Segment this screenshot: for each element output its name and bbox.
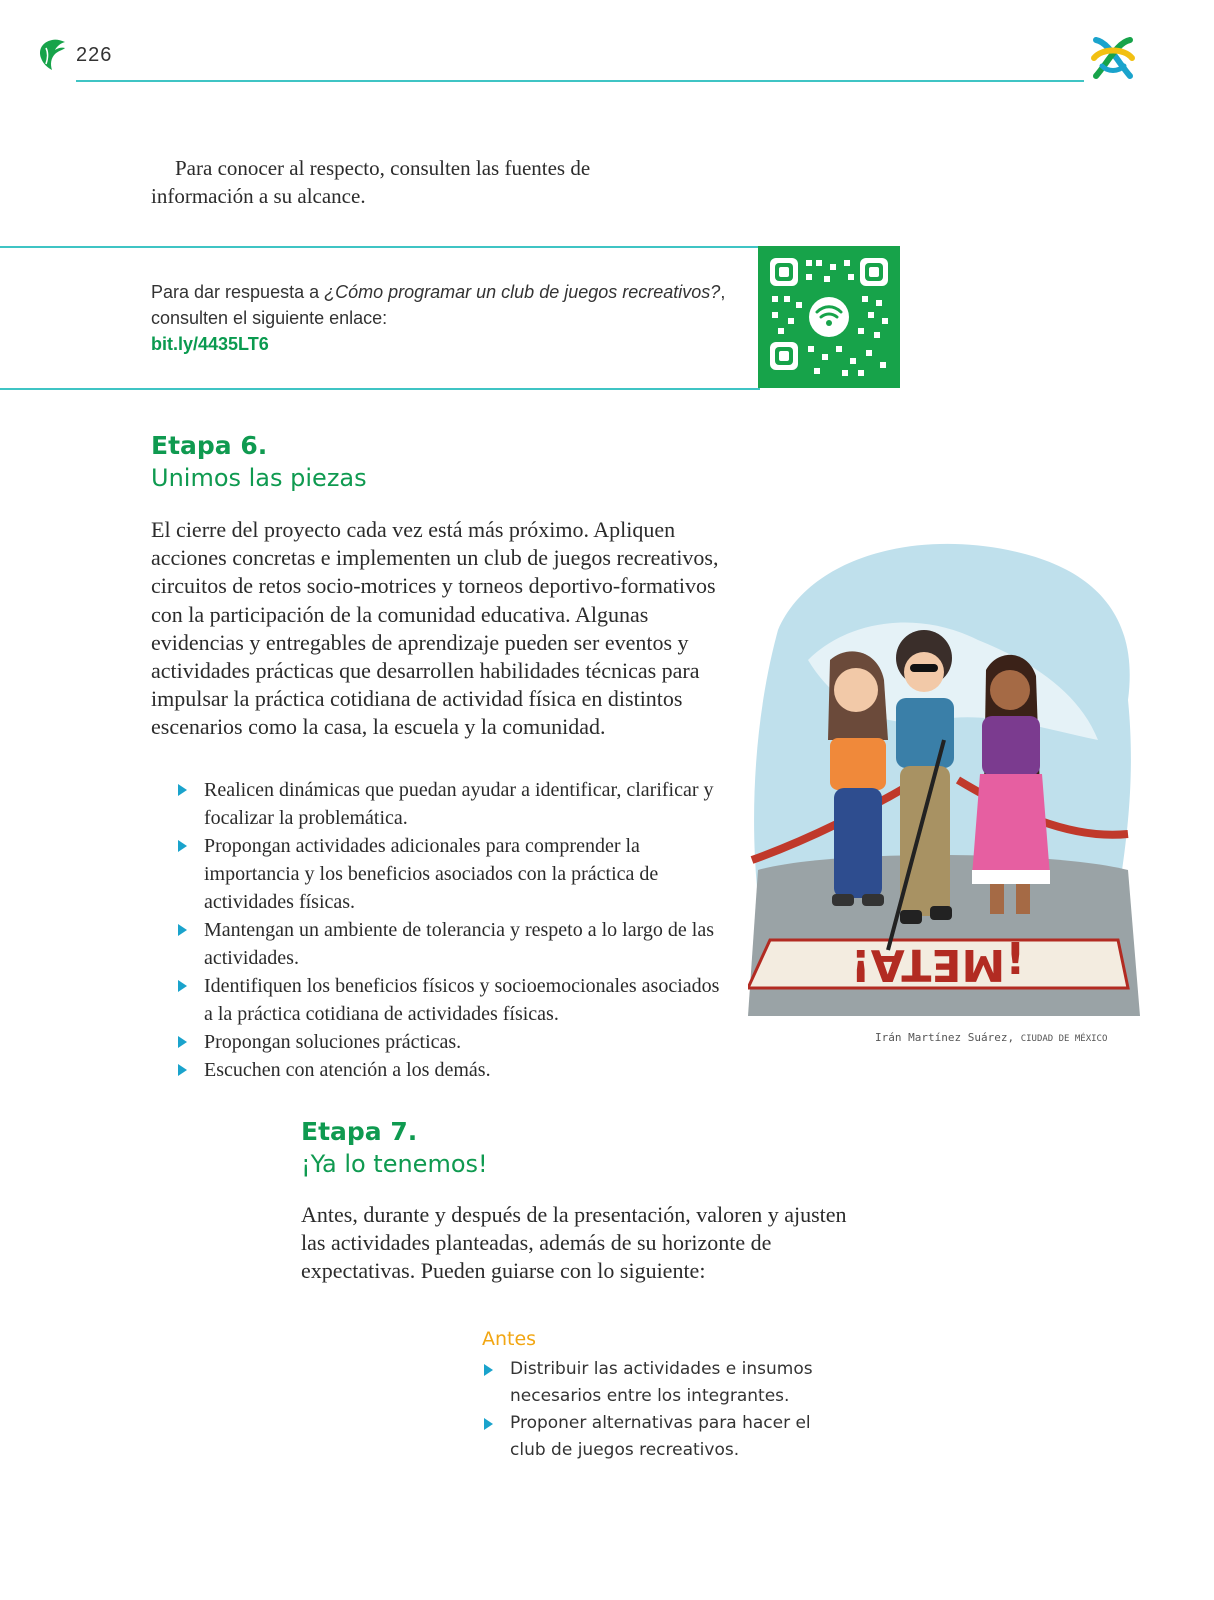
intro-paragraph: [151, 154, 671, 210]
leaf-logo-icon: [36, 38, 68, 72]
qr-code-icon: [758, 246, 900, 388]
stage6-title: Etapa 6.: [151, 431, 268, 460]
header-rule: [76, 80, 1084, 82]
list-item: Identifiquen los beneficios físicos y socioemocionales asociados a la práctica cotidiana de actividades físicas.: [176, 972, 724, 1028]
stage7-subtitle: ¡Ya lo tenemos!: [301, 1150, 488, 1178]
resource-link[interactable]: bit.ly/4435LT6: [151, 334, 269, 354]
stage7-heading: [301, 1116, 488, 1180]
list-item: Propongan actividades adicionales para comprender la importancia y los beneficios asociados con la práctica de actividades físicas.: [176, 832, 724, 916]
illustration-credit: [875, 1031, 1107, 1044]
resource-link-text: [151, 279, 741, 357]
bullet-triangle-icon: [178, 1064, 187, 1076]
program-logo-icon: [1088, 32, 1138, 84]
meta-banner: [748, 939, 1128, 990]
list-item: Escuchen con atención a los demás.: [176, 1056, 724, 1084]
stage7-title: Etapa 7.: [301, 1117, 418, 1146]
list-item: Realicen dinámicas que puedan ayudar a identificar, clarificar y focalizar la problemática.: [176, 776, 724, 832]
stage7-paragraph: Antes, durante y después de la presentación, valoren y ajusten las actividades planteadas, además de su horizonte de expectativas. Pueden guiarse con lo siguiente:: [301, 1202, 847, 1284]
bullet-triangle-icon: [484, 1364, 493, 1376]
resource-suffix: , consulten el siguiente enlace:: [151, 282, 726, 328]
stage6-heading: [151, 430, 367, 494]
antes-label: Antes: [482, 1328, 537, 1350]
credit-place: CIUDAD DE MÉXICO: [1020, 1034, 1108, 1044]
bullet-triangle-icon: [484, 1418, 493, 1430]
credit-name: Irán Martínez Suárez,: [875, 1031, 1015, 1044]
antes-list: [482, 1356, 822, 1464]
list-item: Proponer alternativas para hacer el club de juegos recreativos.: [482, 1410, 822, 1464]
bullet-triangle-icon: [178, 1036, 187, 1048]
list-item: Mantengan un ambiente de tolerancia y respeto a lo largo de las actividades.: [176, 916, 724, 972]
girl-left: [828, 651, 888, 906]
bullet-triangle-icon: [178, 840, 187, 852]
stage6-subtitle: Unimos las piezas: [151, 464, 367, 492]
list-item: Distribuir las actividades e insumos necesarios entre los integrantes.: [482, 1356, 822, 1410]
qr-code-panel[interactable]: [758, 246, 900, 388]
bullet-triangle-icon: [178, 980, 187, 992]
banner-text: ¡META!: [850, 939, 1026, 990]
stage6-paragraph: El cierre del proyecto cada vez está más próximo. Apliquen acciones concretas e implementen un club de juegos recreativos, circuitos de retos socio-motrices y torneos deportivo-formativos con la participación de la comunidad educativa. Algunas evidencias y entregables de aprendizaje pueden ser eventos y actividades prácticas que desarrollen habilidades técnicas para impulsar la práctica cotidiana de actividad física en distintos escenarios como la casa, la escuela y la comunidad.: [151, 517, 719, 740]
finish-line-illustration: [748, 540, 1140, 1016]
resource-question: ¿Cómo programar un club de juegos recreativos?: [324, 282, 721, 302]
list-item: Propongan soluciones prácticas.: [176, 1028, 724, 1056]
page-number: 226: [76, 44, 113, 66]
bullet-triangle-icon: [178, 924, 187, 936]
resource-prefix: Para dar respuesta a: [151, 282, 325, 302]
intro-text: Para conocer al respecto, consulten las fuentes de información a su alcance.: [151, 156, 591, 208]
stage6-bullet-list: [176, 776, 724, 1084]
bullet-triangle-icon: [178, 784, 187, 796]
